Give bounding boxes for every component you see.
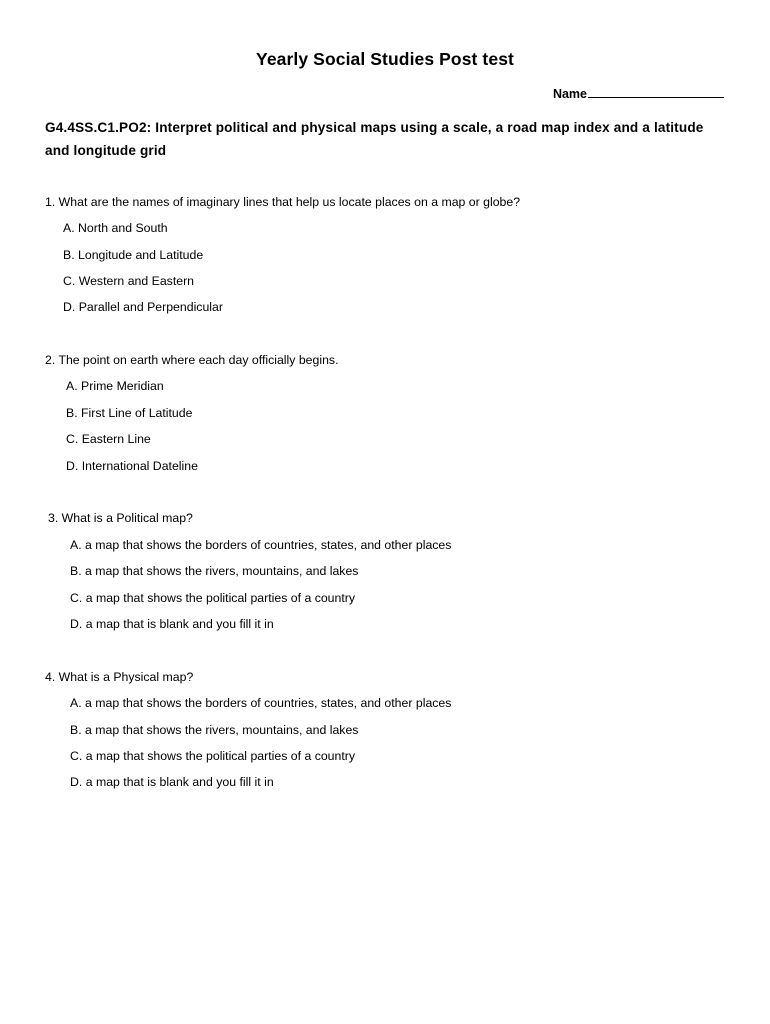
question-4-choice-b: B. a map that shows the rivers, mountains, and lakes <box>70 723 359 737</box>
question-2-choice-c: C. Eastern Line <box>66 432 151 446</box>
question-4: 4. What is a Physical map? <box>45 670 194 684</box>
question-1-choice-a: A. North and South <box>63 221 168 235</box>
question-2-choice-b: B. First Line of Latitude <box>66 406 193 420</box>
name-label: Name <box>552 87 587 101</box>
question-2: 2. The point on earth where each day officially begins. <box>45 353 339 367</box>
question-1-choice-d: D. Parallel and Perpendicular <box>63 300 223 314</box>
question-3-choice-c: C. a map that shows the political parties of a country <box>70 591 356 605</box>
page-title: Yearly Social Studies Post test <box>256 49 514 69</box>
question-4-choice-c: C. a map that shows the political parties of a country <box>70 749 356 763</box>
question-3-choice-d: D. a map that is blank and you fill it in <box>70 617 274 631</box>
question-3-choice-b: B. a map that shows the rivers, mountains, and lakes <box>70 564 359 578</box>
question-2-choice-a: A. Prime Meridian <box>66 379 164 393</box>
question-2-choice-d: D. International Dateline <box>66 459 198 473</box>
question-4-choice-d: D. a map that is blank and you fill it in <box>70 775 274 789</box>
question-3-choice-a: A. a map that shows the borders of countries, states, and other places <box>70 538 452 552</box>
question-1-choice-c: C. Western and Eastern <box>63 274 195 288</box>
standard-heading: G4.4SS.C1.PO2: Interpret political and physical maps using a scale, a road map index and a latitude and longitude grid <box>45 120 704 158</box>
question-4-choice-a: A. a map that shows the borders of countries, states, and other places <box>70 696 452 710</box>
name-field <box>553 86 724 101</box>
question-1-choice-b: B. Longitude and Latitude <box>63 248 204 262</box>
name-blank-line <box>588 86 724 98</box>
question-1: 1. What are the names of imaginary lines that help us locate places on a map or globe? <box>45 195 521 209</box>
question-3: 3. What is a Political map? <box>48 511 193 525</box>
